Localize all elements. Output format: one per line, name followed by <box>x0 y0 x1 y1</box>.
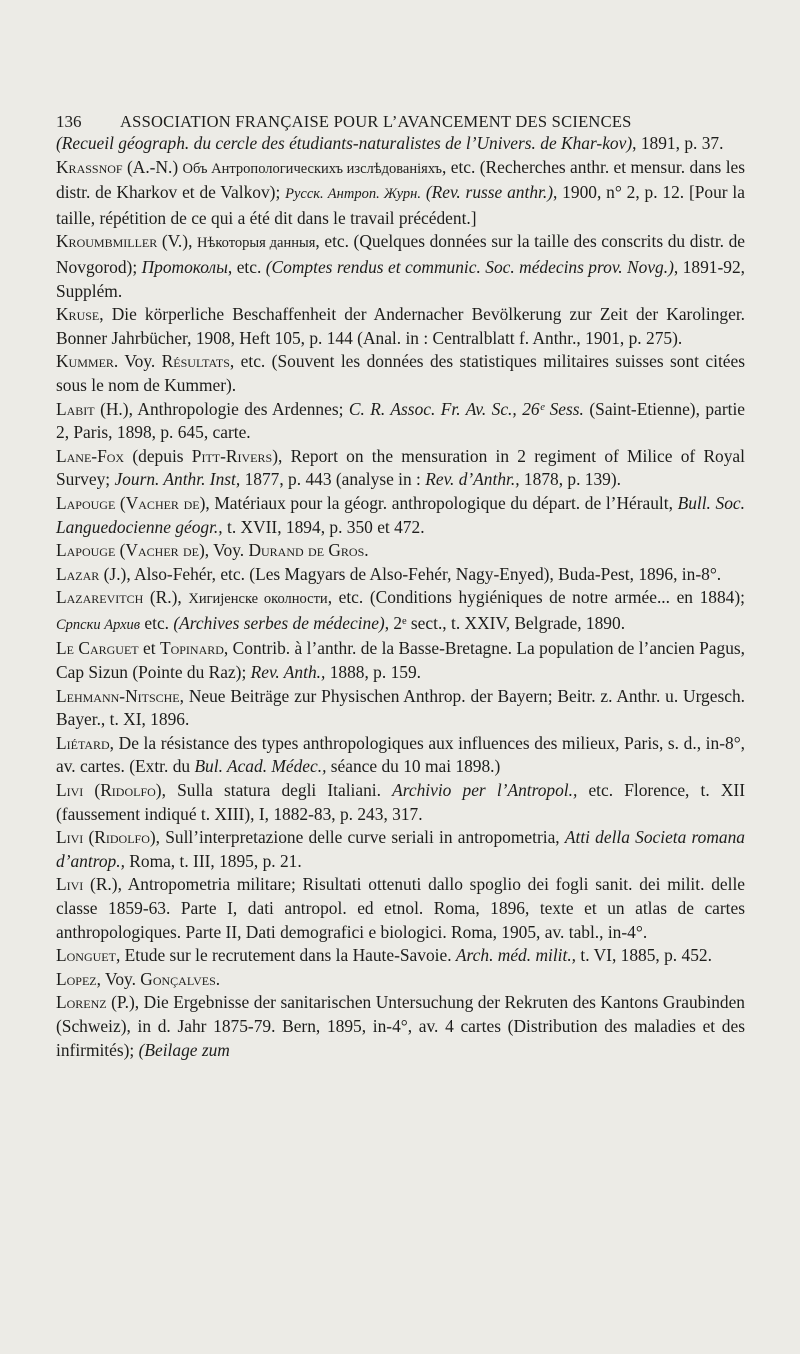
entry-title-italic: Rev. Anth., <box>250 662 326 683</box>
entry-author: Livi (Ridolfo) <box>56 827 156 848</box>
entry-text: , De la résistance des types anthropologiques aux influences des milieux, Paris, s. d., in-8°, av. cartes. (Extr. du <box>56 732 745 777</box>
entry-text: , 2ᵉ sect., t. XXIV, Belgrade, 1890. <box>384 612 626 633</box>
bibliography-entry <box>56 350 745 397</box>
entry-text: 1878, p. 139). <box>519 469 622 490</box>
entry-text: 1877, p. 443 (analyse in : <box>240 469 426 490</box>
entry-text: , etc. (Recherches anthr. et mensur. dans les distr. de Kharkov et de Valkov); <box>56 156 746 203</box>
entry-text: Объ Антропологическихъ изслѣдованіяхъ <box>182 160 443 177</box>
entry-author: Lapouge (Vacher de) <box>56 540 205 561</box>
entry-title-italic: Bull. Soc. Languedocienne géogr., <box>56 492 745 537</box>
bibliography-entry <box>56 398 745 445</box>
entry-text: etc. Florence, t. XII (faussement indiqué t. XIII), I, 1882-83, p. 243, 317. <box>56 780 746 824</box>
entry-text: et <box>138 638 160 659</box>
bibliography-entry <box>56 132 745 156</box>
entry-author: Pitt-Rivers <box>191 445 273 466</box>
entry-text: (A.-N.) <box>122 156 183 177</box>
entry-title-italic: Rev. d’Anthr., <box>425 469 520 490</box>
entry-text: . <box>364 540 369 561</box>
entry-title-italic: C. R. Assoc. Fr. Av. Sc., 26ᵉ Sess. <box>348 398 584 419</box>
entry-text: , Voy. <box>96 968 141 989</box>
entry-author: Gonçalves <box>140 968 216 989</box>
entry-author: Kroumbmiller <box>56 231 158 252</box>
bibliography-entry <box>56 968 745 992</box>
entry-text: (V.), <box>157 231 198 252</box>
entry-text: , etc. <box>227 256 266 277</box>
bibliography-entry <box>56 991 745 1062</box>
bibliography-entry <box>56 944 745 968</box>
entry-title-italic: Arch. méd. milit., <box>455 945 577 966</box>
entry-author: Lane-Fox <box>56 445 125 466</box>
entry-text: , Etude sur le recrutement dans la Haute-Savoie. <box>115 945 456 966</box>
bibliography-entry <box>56 230 745 303</box>
entry-author: Longuet <box>56 945 116 966</box>
entry-text: , etc. (Quelques données sur la taille des conscrits du distr. de Novgorod); <box>56 231 745 277</box>
entry-author: Labit <box>56 398 95 419</box>
entry-author: Lapouge (Vacher de) <box>56 492 206 513</box>
entry-author: Krassnof <box>56 156 123 177</box>
entry-text: (Saint-Etienne), partie 2, Paris, 1898, p. 645, carte. <box>56 398 745 443</box>
entry-text: , 1891-92, Supplém. <box>56 256 745 301</box>
entry-title-italic: (Archives serbes de médecine) <box>173 612 385 633</box>
bibliography-entry <box>56 156 745 231</box>
entry-text: . Voy. <box>113 351 162 372</box>
entry-text: ), Report on the mensuration in 2 regiment of Milice of Royal Survey; <box>56 445 745 490</box>
entry-author: Lazar <box>56 563 100 584</box>
page-number: 136 <box>56 112 82 131</box>
entry-title-italic: (Rev. russe anthr.) <box>425 182 553 203</box>
entry-text: , Sulla statura degli Italiani. <box>161 780 393 801</box>
bibliography-entry <box>56 826 745 873</box>
bibliography-list <box>56 132 745 1062</box>
entry-author: Liétard <box>56 732 110 753</box>
entry-title-italic: Српски Архив <box>56 616 141 633</box>
entry-author: Kruse <box>56 304 100 325</box>
entry-title-italic: (Comptes rendus et communic. Soc. médecins prov. Novg.) <box>265 256 674 277</box>
bibliography-entry <box>56 539 745 563</box>
entry-text: (H.), Anthropologie des Ardennes; <box>94 398 349 419</box>
entry-title-italic: Русск. Антроп. Журн. <box>285 186 421 203</box>
entry-author: Lorenz <box>56 992 107 1013</box>
entry-text: , Matériaux pour la géogr. anthropologique du départ. de l’Hérault, <box>205 492 678 513</box>
entry-text: , etc. (Souvent les données des statistiques militaires suisses sont citées sous le nom de Kummer). <box>56 351 746 395</box>
entry-text: etc. <box>140 612 174 633</box>
bibliography-entry <box>56 685 745 732</box>
entry-title-italic: Archivio per l’Antropol., <box>392 780 578 801</box>
entry-author: Le Carguet <box>56 638 139 659</box>
entry-text: , etc. (Conditions hygiéniques de notre armée... en 1884); <box>327 587 745 608</box>
bibliography-entry <box>56 637 745 684</box>
entry-text: Нѣкоторыя данныя <box>197 235 316 252</box>
entry-text: t. XVII, 1894, p. 350 et 472. <box>222 516 425 537</box>
entry-text: . <box>215 968 221 989</box>
entry-text: , 1891, p. 37. <box>632 133 724 153</box>
entry-text: (P.), Die Ergebnisse der sanitarischen Untersuchung der Rekruten des Kantons Graubinden (Schweiz), in d. Jahr 1875-79. Bern, 1895, in-4°, av. 4 cartes (Distribution des maladies et des infirmités); <box>56 992 745 1060</box>
entry-title-italic: Atti della Societa romana d’antrop., <box>56 827 745 871</box>
entry-text: (depuis <box>124 445 192 466</box>
entry-text: (R.), <box>143 587 189 608</box>
entry-text: , Contrib. à l’anthr. de la Basse-Bretagne. La population de l’ancien Pagus, Cap Sizun (Pointe du Raz); <box>56 638 746 683</box>
entry-author: Kummer <box>56 351 114 372</box>
entry-text: (J.), Also-Fehér, etc. (Les Magyars de Also-Fehér, Nagy-Enyed), Buda-Pest, 1896, in-8°. <box>99 563 722 584</box>
entry-text: , Voy. <box>204 540 249 561</box>
entry-text: , Sull’interpretazione delle curve seriali in antropometria, <box>155 827 565 848</box>
entry-title-italic: (Recueil géograph. du cercle des étudiants-naturalistes de l’Univers. de Khar-kov) <box>56 133 633 153</box>
entry-title-italic: Bul. Acad. Médec., <box>194 756 327 777</box>
bibliography-entry <box>56 779 745 826</box>
entry-author: Livi (Ridolfo) <box>56 780 162 801</box>
running-title: ASSOCIATION FRANÇAISE POUR L’AVANCEMENT DES SCIENCES <box>120 112 632 131</box>
entry-text: séance du 10 mai 1898.) <box>326 756 501 777</box>
entry-author: Lazarevitch <box>56 587 144 608</box>
entry-text: , Neue Beiträge zur Physischen Anthrop. der Bayern; Beitr. z. Anthr. u. Urgesch. Bayer., t. XI, 1896. <box>56 685 745 730</box>
entry-title-italic: (Beilage zum <box>138 1039 230 1060</box>
bibliography-entry <box>56 563 745 587</box>
entry-text: Roma, t. III, 1895, p. 21. <box>124 850 302 871</box>
entry-text: 1888, p. 159. <box>325 662 422 683</box>
bibliography-entry <box>56 303 745 350</box>
entry-author: Lehmann-Nitsche <box>56 685 180 706</box>
bibliography-entry <box>56 492 745 539</box>
entry-title-italic: Протоколы <box>141 256 228 277</box>
entry-text: , Die körperliche Beschaffenheit der Andernacher Bevölkerung zur Zeit der Karolinger. Bonner Jahrbücher, 1908, Heft 105, p. 144 (Anal. in : Centralblatt f. Anthr., 1901, p. 275). <box>56 304 745 348</box>
bibliography-entry <box>56 732 745 779</box>
bibliography-entry <box>56 445 745 492</box>
entry-author: Durand de Gros <box>248 540 365 561</box>
entry-author: Résultats <box>161 351 230 372</box>
entry-text: , 1900, n° 2, p. 12. [Pour la taille, répétition de ce qui a été dit dans le travail précédent.] <box>56 182 745 228</box>
entry-author: Lopez <box>56 968 97 989</box>
entry-author: Livi <box>56 874 84 895</box>
entry-text: t. VI, 1885, p. 452. <box>576 945 712 966</box>
entry-title-italic: Journ. Anthr. Inst, <box>114 469 241 490</box>
entry-text: Хигијенске околности <box>188 591 328 608</box>
bibliography-entry <box>56 586 745 637</box>
bibliography-entry <box>56 873 745 944</box>
entry-author: Topinard <box>159 638 224 659</box>
running-header <box>56 112 745 132</box>
entry-text: (R.), Antropometria militare; Risultati ottenuti dallo spoglio dei fogli sanit. dei milit. delle classe 1859-63. Parte I, dati antropol. ed etnol. Roma, 1896, texte et un atlas de cartes anthropologiques. Parte II, Dati demografici e biologici. Roma, 1905, av. tabl., in-4°. <box>56 874 745 942</box>
